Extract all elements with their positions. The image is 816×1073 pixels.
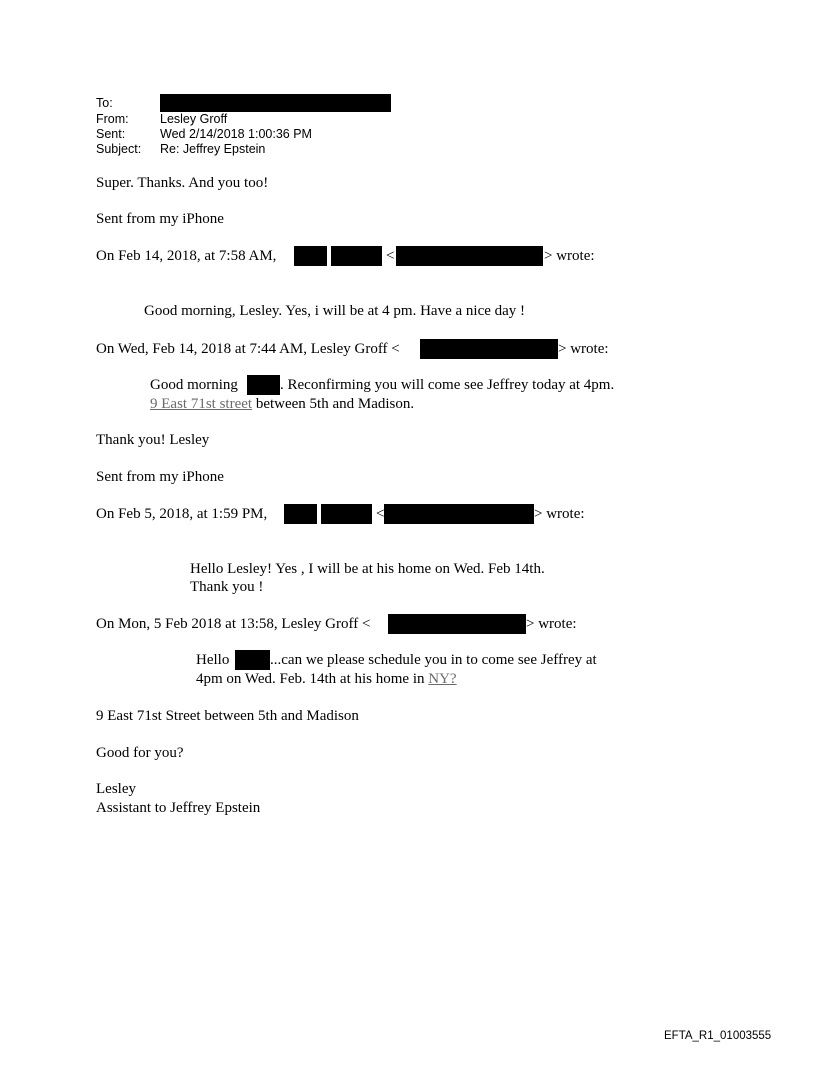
address-link[interactable]: 9 East 71st street: [150, 396, 253, 412]
redaction-block: [396, 246, 543, 266]
to-label: To:: [96, 96, 113, 110]
redaction-block: [331, 246, 382, 266]
quote3-attribution: On Feb 5, 2018, at 1:59 PM,: [96, 506, 268, 522]
quote4-line2: 4pm on Wed. Feb. 14th at his home in NY?: [196, 671, 457, 687]
quote1-text: Good morning, Lesley. Yes, i will be at 4 pm. Have a nice day !: [144, 303, 526, 319]
redaction-block: [388, 614, 526, 634]
redaction-block: [420, 339, 558, 359]
redaction-block: [294, 246, 327, 266]
redaction-block: [321, 504, 372, 524]
ny-link[interactable]: NY?: [428, 671, 457, 687]
quote4-attribution: On Mon, 5 Feb 2018 at 13:58, Lesley Groff <: [96, 616, 371, 632]
quote4-greeting: Hello: [196, 652, 230, 668]
sent-value: Wed 2/14/2018 1:00:36 PM: [160, 127, 312, 141]
redaction-block: [284, 504, 317, 524]
subject-value: Re: Jeffrey Epstein: [160, 142, 266, 156]
redaction-block: [235, 650, 270, 670]
wrote-text: > wrote:: [526, 616, 577, 632]
quote2-attribution: On Wed, Feb 14, 2018 at 7:44 AM, Lesley Groff <: [96, 341, 400, 357]
sent-from-iphone: Sent from my iPhone: [96, 211, 224, 227]
quote3-line1: Hello Lesley! Yes , I will be at his home on Wed. Feb 14th.: [190, 561, 545, 577]
quote2-line2: 9 East 71st street between 5th and Madison.: [150, 396, 415, 412]
wrote-text: > wrote:: [534, 506, 585, 522]
quote4-text: ...can we please schedule you in to come see Jeffrey at: [270, 652, 597, 668]
from-label: From:: [96, 112, 129, 126]
wrote-text: > wrote:: [544, 248, 595, 264]
signature-name: Lesley: [96, 781, 136, 797]
quote1-attribution: On Feb 14, 2018, at 7:58 AM,: [96, 248, 277, 264]
subject-label: Subject:: [96, 142, 142, 156]
signature-title: Assistant to Jeffrey Epstein: [96, 800, 261, 816]
sent-from-iphone: Sent from my iPhone: [96, 469, 224, 485]
question-text: Good for you?: [96, 745, 184, 761]
wrote-text: > wrote:: [558, 341, 609, 357]
redaction-block: [247, 375, 280, 395]
redaction-block: [160, 94, 391, 112]
reply-text: Super. Thanks. And you too!: [96, 175, 269, 191]
thanks-text: Thank you! Lesley: [96, 432, 210, 448]
lt-symbol: <: [386, 248, 395, 264]
lt-symbol: <: [376, 506, 385, 522]
sent-label: Sent:: [96, 127, 126, 141]
from-value: Lesley Groff: [160, 112, 228, 126]
quote3-line2: Thank you !: [190, 579, 264, 595]
address-text: 9 East 71st Street between 5th and Madison: [96, 708, 359, 724]
quote2-text: . Reconfirming you will come see Jeffrey today at 4pm.: [280, 377, 615, 393]
document-id: EFTA_R1_01003555: [664, 1030, 772, 1042]
quote2-greeting: Good morning: [150, 377, 238, 393]
redaction-block: [384, 504, 534, 524]
